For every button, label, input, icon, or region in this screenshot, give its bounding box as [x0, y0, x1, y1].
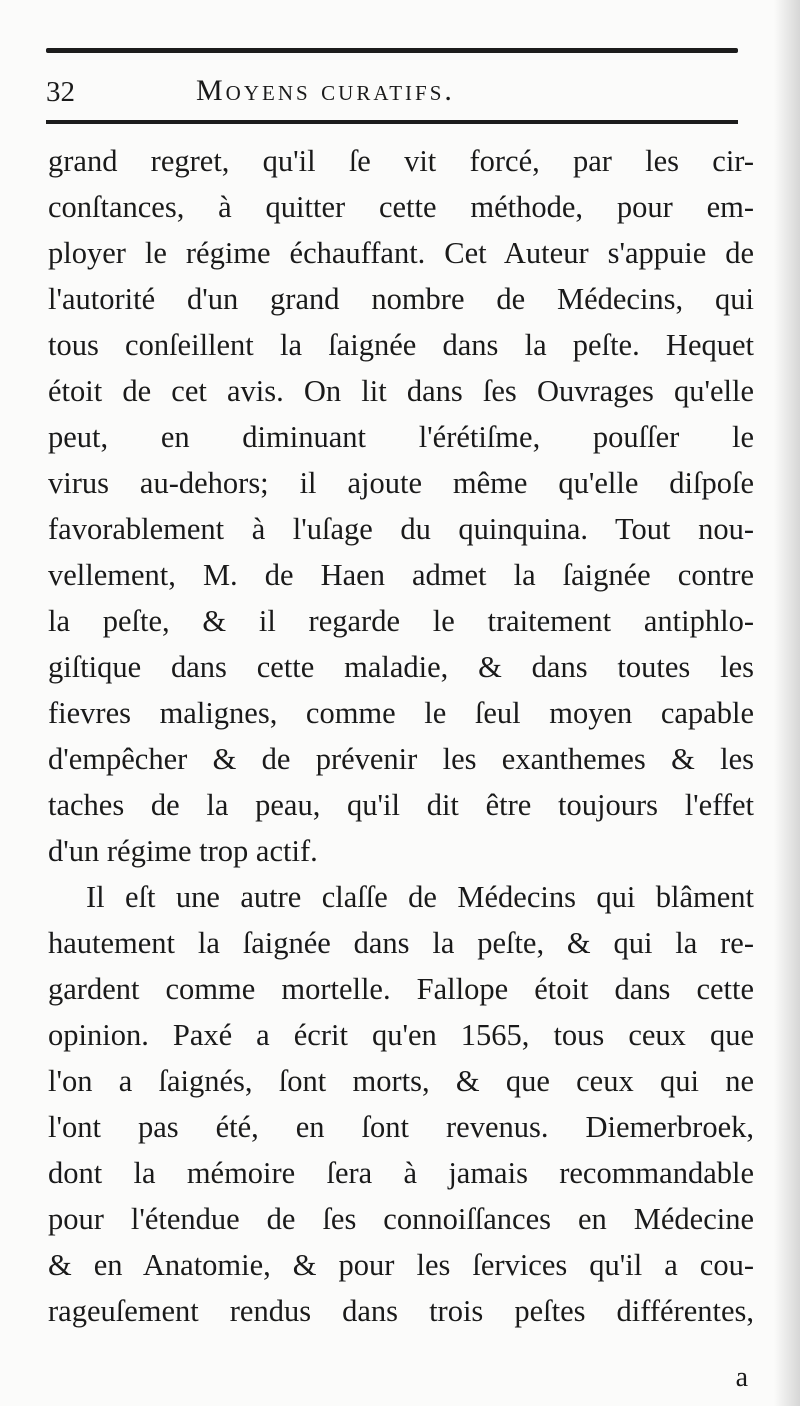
- text-line: conſtances, à quitter cette méthode, pour em-: [48, 190, 754, 224]
- catchword: a: [735, 1362, 748, 1393]
- text-line: pour l'étendue de ſes connoiſſances en Médecine: [48, 1202, 754, 1236]
- body-text: [48, 138, 754, 1334]
- text-line: tous conſeillent la ſaignée dans la peſte. Hequet: [48, 328, 754, 362]
- text-line: hautement la ſaignée dans la peſte, & qui la re-: [48, 926, 754, 960]
- text-line: favorablement à l'uſage du quinquina. Tout nou-: [48, 512, 754, 546]
- text-line: l'ont pas été, en ſont revenus. Diemerbroek,: [48, 1110, 754, 1144]
- page-header: [46, 70, 738, 114]
- paragraph-start-line: Il eſt une autre claſſe de Médecins qui blâment: [86, 880, 754, 914]
- running-head: Moyens curatifs.: [196, 74, 455, 107]
- page-number: 32: [46, 76, 75, 108]
- text-line: gardent comme mortelle. Fallope étoit dans cette: [48, 972, 754, 1006]
- page-edge-shadow: [774, 0, 800, 1406]
- text-line: giſtique dans cette maladie, & dans toutes les: [48, 650, 754, 684]
- text-line: virus au-dehors; il ajoute même qu'elle diſpoſe: [48, 466, 754, 500]
- text-line: opinion. Paxé a écrit qu'en 1565, tous ceux que: [48, 1018, 754, 1052]
- text-line: rageuſement rendus dans trois peſtes différentes,: [48, 1294, 754, 1328]
- text-line: étoit de cet avis. On lit dans ſes Ouvrages qu'elle: [48, 374, 754, 408]
- text-line: la peſte, & il regarde le traitement antiphlo-: [48, 604, 754, 638]
- text-line: dont la mémoire ſera à jamais recommandable: [48, 1156, 754, 1190]
- text-line: peut, en diminuant l'érétiſme, pouſſer le: [48, 420, 754, 454]
- text-line: ployer le régime échauffant. Cet Auteur s'appuie de: [48, 236, 754, 270]
- text-line: vellement, M. de Haen admet la ſaignée contre: [48, 558, 754, 592]
- text-line: grand regret, qu'il ſe vit forcé, par les cir-: [48, 144, 754, 178]
- header-bottom-rule: [46, 120, 738, 124]
- paragraph-end-line: d'un régime trop actif.: [48, 834, 318, 868]
- text-line: taches de la peau, qu'il dit être toujours l'effet: [48, 788, 754, 822]
- text-line: l'autorité d'un grand nombre de Médecins, qui: [48, 282, 754, 316]
- header-top-rule: [46, 48, 738, 53]
- text-line: l'on a ſaignés, ſont morts, & que ceux qui ne: [48, 1064, 754, 1098]
- text-line: d'empêcher & de prévenir les exanthemes & les: [48, 742, 754, 776]
- text-line: & en Anatomie, & pour les ſervices qu'il a cou-: [48, 1248, 754, 1282]
- text-line: fievres malignes, comme le ſeul moyen capable: [48, 696, 754, 730]
